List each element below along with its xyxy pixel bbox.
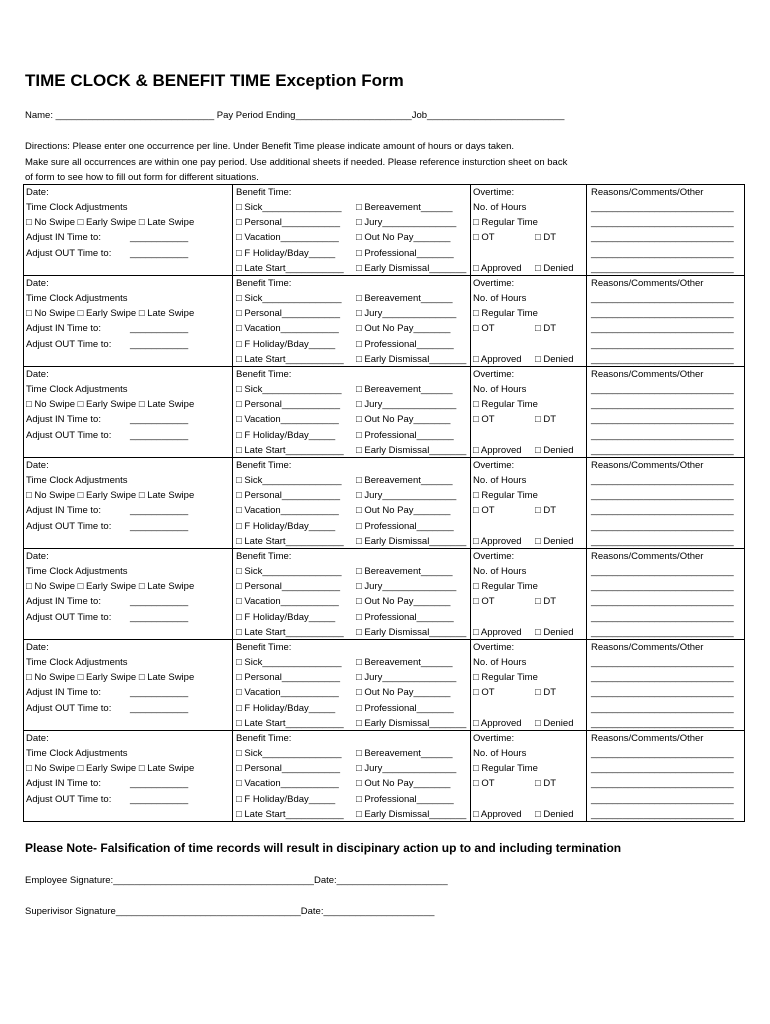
personal-option[interactable]: □ Personal___________ <box>236 399 340 410</box>
benefit-time-cell <box>233 731 471 822</box>
time-clock-label: Time Clock Adjustments <box>26 202 128 213</box>
time-clock-cell <box>24 367 233 458</box>
overtime-label: Overtime: <box>473 642 515 653</box>
adjust-in-label: Adjust IN Time to: <box>26 596 101 607</box>
approved-option[interactable]: □ Approved <box>473 536 522 547</box>
personal-option[interactable]: □ Personal___________ <box>236 490 340 501</box>
jury-option[interactable]: □ Jury______________ <box>356 399 457 410</box>
out-no-pay-option[interactable]: □ Out No Pay_______ <box>356 687 451 698</box>
swipe-options[interactable]: □ No Swipe □ Early Swipe □ Late Swipe <box>26 672 195 683</box>
date-field[interactable]: Date: <box>26 460 49 471</box>
reasons-label: Reasons/Comments/Other <box>591 551 704 562</box>
late-start-option[interactable]: □ Late Start___________ <box>236 718 344 729</box>
benefit-time-label: Benefit Time: <box>236 187 292 198</box>
exception-row <box>24 731 745 822</box>
out-no-pay-option[interactable]: □ Out No Pay_______ <box>356 414 451 425</box>
benefit-time-label: Benefit Time: <box>236 733 292 744</box>
sick-option[interactable]: □ Sick_______________ <box>236 384 342 395</box>
bereavement-option[interactable]: □ Bereavement______ <box>356 384 453 395</box>
approved-option[interactable]: □ Approved <box>473 718 522 729</box>
reasons-label: Reasons/Comments/Other <box>591 460 704 471</box>
exception-row <box>24 640 745 731</box>
reason-line[interactable]: ___________________________ <box>591 566 734 577</box>
reason-line[interactable]: ___________________________ <box>591 430 734 441</box>
header-fields-line[interactable]: Name: ______________________________ Pay Period Ending______________________Job__________________________ <box>25 110 565 121</box>
benefit-time-label: Benefit Time: <box>236 369 292 380</box>
early-dismissal-option[interactable]: □ Early Dismissal_______ <box>356 445 467 456</box>
benefit-time-label: Benefit Time: <box>236 278 292 289</box>
professional-option[interactable]: □ Professional_______ <box>356 703 454 714</box>
jury-option[interactable]: □ Jury______________ <box>356 763 457 774</box>
regular-time-option[interactable]: □ Regular Time <box>473 581 538 592</box>
overtime-label: Overtime: <box>473 369 515 380</box>
bereavement-option[interactable]: □ Bereavement______ <box>356 202 453 213</box>
directions-line-2: Make sure all occurrences are within one pay period. Use additional sheets if needed. Please reference insturction sheet on back <box>25 156 568 168</box>
regular-time-option[interactable]: □ Regular Time <box>473 763 538 774</box>
reasons-cell <box>587 276 745 367</box>
ot-option[interactable]: □ OT <box>473 232 495 243</box>
adjust-out-label: Adjust OUT Time to: <box>26 612 112 623</box>
regular-time-option[interactable]: □ Regular Time <box>473 217 538 228</box>
professional-option[interactable]: □ Professional_______ <box>356 612 454 623</box>
late-start-option[interactable]: □ Late Start___________ <box>236 536 344 547</box>
reasons-label: Reasons/Comments/Other <box>591 278 704 289</box>
adjust-out-label: Adjust OUT Time to: <box>26 794 112 805</box>
reason-line[interactable]: ___________________________ <box>591 763 734 774</box>
holiday-option[interactable]: □ F Holiday/Bday_____ <box>236 794 336 805</box>
jury-option[interactable]: □ Jury______________ <box>356 217 457 228</box>
overtime-cell <box>471 185 587 276</box>
ot-option[interactable]: □ OT <box>473 505 495 516</box>
time-clock-cell <box>24 640 233 731</box>
late-start-option[interactable]: □ Late Start___________ <box>236 809 344 820</box>
dt-option[interactable]: □ DT <box>535 505 557 516</box>
approved-option[interactable]: □ Approved <box>473 445 522 456</box>
benefit-time-cell <box>233 458 471 549</box>
adjust-out-blank[interactable]: ___________ <box>130 248 189 259</box>
dt-option[interactable]: □ DT <box>535 687 557 698</box>
time-clock-cell <box>24 731 233 822</box>
reason-line[interactable]: ___________________________ <box>591 217 734 228</box>
ot-option[interactable]: □ OT <box>473 596 495 607</box>
benefit-time-cell <box>233 367 471 458</box>
professional-option[interactable]: □ Professional_______ <box>356 794 454 805</box>
adjust-in-blank[interactable]: ___________ <box>130 505 189 516</box>
personal-option[interactable]: □ Personal___________ <box>236 308 340 319</box>
adjust-in-label: Adjust IN Time to: <box>26 687 101 698</box>
adjust-out-blank[interactable]: ___________ <box>130 794 189 805</box>
time-clock-label: Time Clock Adjustments <box>26 748 128 759</box>
sick-option[interactable]: □ Sick_______________ <box>236 293 342 304</box>
date-field[interactable]: Date: <box>26 551 49 562</box>
reason-line[interactable]: ___________________________ <box>591 505 734 516</box>
professional-option[interactable]: □ Professional_______ <box>356 430 454 441</box>
reason-line[interactable]: ___________________________ <box>591 657 734 668</box>
adjust-in-blank[interactable]: ___________ <box>130 778 189 789</box>
reason-line[interactable]: ___________________________ <box>591 232 734 243</box>
exception-row <box>24 185 745 276</box>
early-dismissal-option[interactable]: □ Early Dismissal_______ <box>356 263 467 274</box>
reason-line[interactable]: ___________________________ <box>591 475 734 486</box>
jury-option[interactable]: □ Jury______________ <box>356 581 457 592</box>
early-dismissal-option[interactable]: □ Early Dismissal_______ <box>356 354 467 365</box>
adjust-in-blank[interactable]: ___________ <box>130 687 189 698</box>
sick-option[interactable]: □ Sick_______________ <box>236 566 342 577</box>
date-field[interactable]: Date: <box>26 278 49 289</box>
swipe-options[interactable]: □ No Swipe □ Early Swipe □ Late Swipe <box>26 399 195 410</box>
reason-line[interactable]: ___________________________ <box>591 308 734 319</box>
date-field[interactable]: Date: <box>26 733 49 744</box>
denied-option[interactable]: □ Denied <box>535 445 574 456</box>
adjust-out-blank[interactable]: ___________ <box>130 521 189 532</box>
time-clock-label: Time Clock Adjustments <box>26 475 128 486</box>
personal-option[interactable]: □ Personal___________ <box>236 672 340 683</box>
adjust-out-label: Adjust OUT Time to: <box>26 248 112 259</box>
directions-line-1: Directions: Please enter one occurrence per line. Under Benefit Time please indicate amount of hours or days taken. <box>25 141 514 152</box>
reasons-cell <box>587 458 745 549</box>
vacation-option[interactable]: □ Vacation___________ <box>236 778 339 789</box>
early-dismissal-option[interactable]: □ Early Dismissal_______ <box>356 536 467 547</box>
overtime-label: Overtime: <box>473 460 515 471</box>
sick-option[interactable]: □ Sick_______________ <box>236 202 342 213</box>
overtime-cell <box>471 640 587 731</box>
reason-line[interactable]: ___________________________ <box>591 748 734 759</box>
vacation-option[interactable]: □ Vacation___________ <box>236 323 339 334</box>
hours-label[interactable]: No. of Hours <box>473 748 527 759</box>
out-no-pay-option[interactable]: □ Out No Pay_______ <box>356 505 451 516</box>
dt-option[interactable]: □ DT <box>535 232 557 243</box>
bereavement-option[interactable]: □ Bereavement______ <box>356 293 453 304</box>
reason-line[interactable]: ___________________________ <box>591 596 734 607</box>
vacation-option[interactable]: □ Vacation___________ <box>236 687 339 698</box>
early-dismissal-option[interactable]: □ Early Dismissal_______ <box>356 627 467 638</box>
benefit-time-label: Benefit Time: <box>236 460 292 471</box>
overtime-label: Overtime: <box>473 733 515 744</box>
approved-option[interactable]: □ Approved <box>473 809 522 820</box>
bereavement-option[interactable]: □ Bereavement______ <box>356 748 453 759</box>
overtime-label: Overtime: <box>473 187 515 198</box>
hours-label[interactable]: No. of Hours <box>473 202 527 213</box>
hours-label[interactable]: No. of Hours <box>473 566 527 577</box>
time-clock-cell <box>24 276 233 367</box>
reason-line[interactable]: ___________________________ <box>591 490 734 501</box>
adjust-in-label: Adjust IN Time to: <box>26 414 101 425</box>
adjust-in-blank[interactable]: ___________ <box>130 414 189 425</box>
date-field[interactable]: Date: <box>26 642 49 653</box>
exception-row <box>24 367 745 458</box>
adjust-in-label: Adjust IN Time to: <box>26 323 101 334</box>
time-clock-label: Time Clock Adjustments <box>26 384 128 395</box>
regular-time-option[interactable]: □ Regular Time <box>473 308 538 319</box>
approved-option[interactable]: □ Approved <box>473 354 522 365</box>
approved-option[interactable]: □ Approved <box>473 627 522 638</box>
reasons-label: Reasons/Comments/Other <box>591 733 704 744</box>
adjust-in-label: Adjust IN Time to: <box>26 778 101 789</box>
employee-signature-line[interactable]: Employee Signature:______________________________________Date:_____________________ <box>25 875 448 886</box>
late-start-option[interactable]: □ Late Start___________ <box>236 627 344 638</box>
ot-option[interactable]: □ OT <box>473 778 495 789</box>
time-clock-label: Time Clock Adjustments <box>26 657 128 668</box>
overtime-label: Overtime: <box>473 551 515 562</box>
reason-line[interactable]: ___________________________ <box>591 414 734 425</box>
date-field[interactable]: Date: <box>26 369 49 380</box>
hours-label[interactable]: No. of Hours <box>473 384 527 395</box>
overtime-cell <box>471 276 587 367</box>
regular-time-option[interactable]: □ Regular Time <box>473 399 538 410</box>
reason-line[interactable]: ___________________________ <box>591 809 734 820</box>
professional-option[interactable]: □ Professional_______ <box>356 521 454 532</box>
denied-option[interactable]: □ Denied <box>535 536 574 547</box>
reason-line[interactable]: ___________________________ <box>591 445 734 456</box>
jury-option[interactable]: □ Jury______________ <box>356 672 457 683</box>
dt-option[interactable]: □ DT <box>535 596 557 607</box>
supervisor-signature-line[interactable]: Superivisor Signature___________________________________Date:_____________________ <box>25 906 435 917</box>
sick-option[interactable]: □ Sick_______________ <box>236 475 342 486</box>
reasons-label: Reasons/Comments/Other <box>591 187 704 198</box>
ot-option[interactable]: □ OT <box>473 414 495 425</box>
denied-option[interactable]: □ Denied <box>535 718 574 729</box>
date-field[interactable]: Date: <box>26 187 49 198</box>
swipe-options[interactable]: □ No Swipe □ Early Swipe □ Late Swipe <box>26 308 195 319</box>
reasons-cell <box>587 731 745 822</box>
reason-line[interactable]: ___________________________ <box>591 263 734 274</box>
benefit-time-cell <box>233 549 471 640</box>
swipe-options[interactable]: □ No Swipe □ Early Swipe □ Late Swipe <box>26 490 195 501</box>
reason-line[interactable]: ___________________________ <box>591 794 734 805</box>
vacation-option[interactable]: □ Vacation___________ <box>236 414 339 425</box>
hours-label[interactable]: No. of Hours <box>473 293 527 304</box>
holiday-option[interactable]: □ F Holiday/Bday_____ <box>236 521 336 532</box>
regular-time-option[interactable]: □ Regular Time <box>473 672 538 683</box>
bereavement-option[interactable]: □ Bereavement______ <box>356 475 453 486</box>
hours-label[interactable]: No. of Hours <box>473 657 527 668</box>
jury-option[interactable]: □ Jury______________ <box>356 308 457 319</box>
overtime-cell <box>471 458 587 549</box>
denied-option[interactable]: □ Denied <box>535 354 574 365</box>
jury-option[interactable]: □ Jury______________ <box>356 490 457 501</box>
holiday-option[interactable]: □ F Holiday/Bday_____ <box>236 612 336 623</box>
bereavement-option[interactable]: □ Bereavement______ <box>356 566 453 577</box>
reason-line[interactable]: ___________________________ <box>591 536 734 547</box>
reason-line[interactable]: ___________________________ <box>591 687 734 698</box>
reason-line[interactable]: ___________________________ <box>591 672 734 683</box>
benefit-time-cell <box>233 276 471 367</box>
sick-option[interactable]: □ Sick_______________ <box>236 748 342 759</box>
reasons-cell <box>587 549 745 640</box>
reason-line[interactable]: ___________________________ <box>591 521 734 532</box>
vacation-option[interactable]: □ Vacation___________ <box>236 596 339 607</box>
dt-option[interactable]: □ DT <box>535 323 557 334</box>
adjust-in-blank[interactable]: ___________ <box>130 596 189 607</box>
reason-line[interactable]: ___________________________ <box>591 339 734 350</box>
denied-option[interactable]: □ Denied <box>535 263 574 274</box>
adjust-out-label: Adjust OUT Time to: <box>26 703 112 714</box>
hours-label[interactable]: No. of Hours <box>473 475 527 486</box>
adjust-out-blank[interactable]: ___________ <box>130 703 189 714</box>
out-no-pay-option[interactable]: □ Out No Pay_______ <box>356 778 451 789</box>
dt-option[interactable]: □ DT <box>535 414 557 425</box>
exception-row <box>24 276 745 367</box>
adjust-out-blank[interactable]: ___________ <box>130 339 189 350</box>
exception-row <box>24 458 745 549</box>
reasons-cell <box>587 185 745 276</box>
holiday-option[interactable]: □ F Holiday/Bday_____ <box>236 248 336 259</box>
overtime-cell <box>471 367 587 458</box>
adjust-out-label: Adjust OUT Time to: <box>26 521 112 532</box>
overtime-cell <box>471 549 587 640</box>
reason-line[interactable]: ___________________________ <box>591 323 734 334</box>
reasons-label: Reasons/Comments/Other <box>591 642 704 653</box>
reasons-label: Reasons/Comments/Other <box>591 369 704 380</box>
time-clock-cell <box>24 549 233 640</box>
overtime-label: Overtime: <box>473 278 515 289</box>
reasons-cell <box>587 367 745 458</box>
reason-line[interactable]: ___________________________ <box>591 703 734 714</box>
bereavement-option[interactable]: □ Bereavement______ <box>356 657 453 668</box>
reason-line[interactable]: ___________________________ <box>591 354 734 365</box>
benefit-time-cell <box>233 185 471 276</box>
adjust-in-label: Adjust IN Time to: <box>26 505 101 516</box>
adjust-in-label: Adjust IN Time to: <box>26 232 101 243</box>
reason-line[interactable]: ___________________________ <box>591 778 734 789</box>
holiday-option[interactable]: □ F Holiday/Bday_____ <box>236 703 336 714</box>
directions-line-3: of form to see how to fill out form for different situations. <box>25 172 259 183</box>
time-clock-cell <box>24 185 233 276</box>
adjust-out-blank[interactable]: ___________ <box>130 430 189 441</box>
personal-option[interactable]: □ Personal___________ <box>236 763 340 774</box>
benefit-time-label: Benefit Time: <box>236 642 292 653</box>
approved-option[interactable]: □ Approved <box>473 263 522 274</box>
professional-option[interactable]: □ Professional_______ <box>356 339 454 350</box>
reason-line[interactable]: ___________________________ <box>591 581 734 592</box>
personal-option[interactable]: □ Personal___________ <box>236 581 340 592</box>
late-start-option[interactable]: □ Late Start___________ <box>236 445 344 456</box>
swipe-options[interactable]: □ No Swipe □ Early Swipe □ Late Swipe <box>26 217 195 228</box>
falsification-note: Please Note- Falsification of time records will result in discipinary action up to and including termination <box>25 841 622 855</box>
dt-option[interactable]: □ DT <box>535 778 557 789</box>
out-no-pay-option[interactable]: □ Out No Pay_______ <box>356 323 451 334</box>
holiday-option[interactable]: □ F Holiday/Bday_____ <box>236 339 336 350</box>
early-dismissal-option[interactable]: □ Early Dismissal_______ <box>356 809 467 820</box>
out-no-pay-option[interactable]: □ Out No Pay_______ <box>356 232 451 243</box>
denied-option[interactable]: □ Denied <box>535 809 574 820</box>
ot-option[interactable]: □ OT <box>473 687 495 698</box>
swipe-options[interactable]: □ No Swipe □ Early Swipe □ Late Swipe <box>26 763 195 774</box>
adjust-out-label: Adjust OUT Time to: <box>26 339 112 350</box>
reasons-cell <box>587 640 745 731</box>
ot-option[interactable]: □ OT <box>473 323 495 334</box>
personal-option[interactable]: □ Personal___________ <box>236 217 340 228</box>
early-dismissal-option[interactable]: □ Early Dismissal_______ <box>356 718 467 729</box>
regular-time-option[interactable]: □ Regular Time <box>473 490 538 501</box>
reason-line[interactable]: ___________________________ <box>591 627 734 638</box>
late-start-option[interactable]: □ Late Start___________ <box>236 354 344 365</box>
vacation-option[interactable]: □ Vacation___________ <box>236 232 339 243</box>
exception-row <box>24 549 745 640</box>
sick-option[interactable]: □ Sick_______________ <box>236 657 342 668</box>
overtime-cell <box>471 731 587 822</box>
reason-line[interactable]: ___________________________ <box>591 718 734 729</box>
denied-option[interactable]: □ Denied <box>535 627 574 638</box>
adjust-out-blank[interactable]: ___________ <box>130 612 189 623</box>
time-clock-label: Time Clock Adjustments <box>26 566 128 577</box>
benefit-time-cell <box>233 640 471 731</box>
adjust-in-blank[interactable]: ___________ <box>130 232 189 243</box>
reason-line[interactable]: ___________________________ <box>591 202 734 213</box>
holiday-option[interactable]: □ F Holiday/Bday_____ <box>236 430 336 441</box>
professional-option[interactable]: □ Professional_______ <box>356 248 454 259</box>
directions <box>25 139 635 186</box>
adjust-out-label: Adjust OUT Time to: <box>26 430 112 441</box>
reason-line[interactable]: ___________________________ <box>591 612 734 623</box>
form-title: TIME CLOCK & BENEFIT TIME Exception Form <box>25 71 404 90</box>
reason-line[interactable]: ___________________________ <box>591 248 734 259</box>
vacation-option[interactable]: □ Vacation___________ <box>236 505 339 516</box>
adjust-in-blank[interactable]: ___________ <box>130 323 189 334</box>
swipe-options[interactable]: □ No Swipe □ Early Swipe □ Late Swipe <box>26 581 195 592</box>
benefit-time-label: Benefit Time: <box>236 551 292 562</box>
reason-line[interactable]: ___________________________ <box>591 399 734 410</box>
out-no-pay-option[interactable]: □ Out No Pay_______ <box>356 596 451 607</box>
exception-table <box>23 184 745 822</box>
reason-line[interactable]: ___________________________ <box>591 293 734 304</box>
late-start-option[interactable]: □ Late Start___________ <box>236 263 344 274</box>
reason-line[interactable]: ___________________________ <box>591 384 734 395</box>
time-clock-cell <box>24 458 233 549</box>
time-clock-label: Time Clock Adjustments <box>26 293 128 304</box>
